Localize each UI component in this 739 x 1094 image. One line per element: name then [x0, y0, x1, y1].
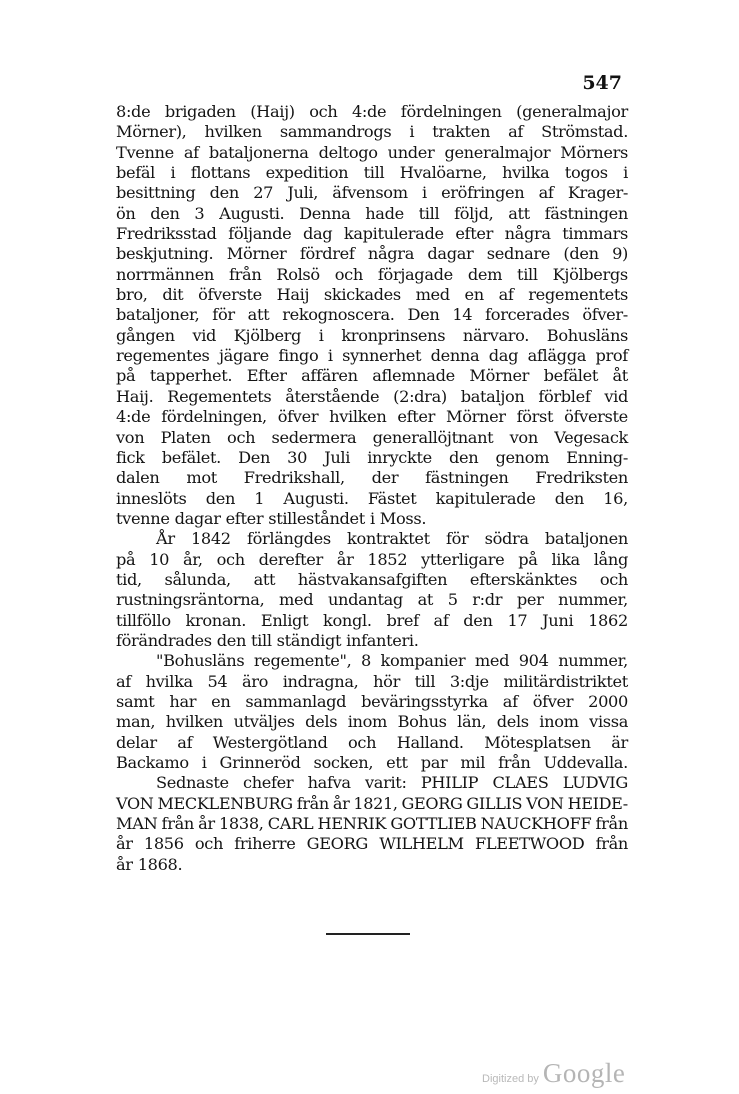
watermark-prefix: Digitized by — [482, 1073, 539, 1085]
text-line: år 1868. — [116, 854, 183, 874]
text-line: gången vid Kjölberg i kronprinsens närvaro. Bohusläns — [116, 325, 628, 345]
text-line: tvenne dagar efter stilleståndet i Moss. — [116, 508, 427, 528]
text-line: år 1856 och friherre GEORG WILHELM FLEETWOOD från — [116, 834, 628, 854]
text-line: 4:de fördelningen, öfver hvilken efter Mörner först öfverste — [116, 407, 628, 427]
text-line: af hvilka 54 äro indragna, hör till 3:dje militärdistriktet — [116, 671, 628, 691]
body-text — [116, 102, 628, 875]
text-line: MAN från år 1838, CARL HENRIK GOTTLIEB NAUCKHOFF från — [116, 814, 628, 834]
text-line: samt har en sammanlagd beväringsstyrka af öfver 2000 — [116, 691, 628, 711]
text-line: besittning den 27 Juli, äfvensom i eröfringen af Krager- — [116, 183, 628, 203]
text-line: ön den 3 Augusti. Denna hade till följd, att fästningen — [116, 203, 628, 223]
text-line: dalen mot Fredrikshall, der fästningen Fredriksten — [116, 468, 628, 488]
text-line: Sednaste chefer hafva varit: PHILIP CLAES LUDVIG — [156, 773, 628, 793]
text-line: fick befälet. Den 30 Juli inryckte den genom Enning- — [116, 447, 628, 467]
text-line: befäl i flottans expedition till Hvalöarne, hvilka togos i — [116, 163, 628, 183]
text-line: Mörner), hvilken sammandrogs i trakten af Strömstad. — [116, 122, 628, 142]
text-line: VON MECKLENBURG från år 1821, GEORG GILLIS VON HEIDE- — [116, 793, 628, 813]
text-line: regementes jägare fingo i synnerhet denna dag aflägga prof — [116, 346, 628, 366]
text-line: förändrades den till ständigt infanteri. — [116, 630, 419, 650]
text-line: norrmännen från Rolsö och förjagade dem till Kjölbergs — [116, 264, 628, 284]
text-line: Tvenne af bataljonerna deltogo under generalmajor Mörners — [116, 142, 628, 162]
text-line: beskjutning. Mörner fördref några dagar sednare (den 9) — [116, 244, 628, 264]
text-line: År 1842 förlängdes kontraktet för södra bataljonen — [156, 529, 628, 549]
text-line: delar af Westergötland och Halland. Mötesplatsen är — [116, 732, 628, 752]
text-line: inneslöts den 1 Augusti. Fästet kapitulerade den 16, — [116, 488, 628, 508]
text-line: 8:de brigaden (Haij) och 4:de fördelningen (generalmajor — [116, 102, 628, 121]
text-line: "Bohusläns regemente", 8 kompanier med 904 nummer, — [156, 651, 628, 671]
page-number: 547 — [582, 72, 622, 94]
text-line: på tapperhet. Efter affären aflemnade Mörner befälet åt — [116, 366, 628, 386]
digitized-watermark — [482, 1058, 625, 1089]
text-line: man, hvilken utväljes dels inom Bohus län, dels inom vissa — [116, 712, 628, 732]
section-divider — [326, 933, 410, 935]
text-line: Backamo i Grinneröd socken, ett par mil från Uddevalla. — [116, 753, 628, 772]
text-line: bro, dit öfverste Haij skickades med en af regementets — [116, 285, 628, 305]
text-line: tid, sålunda, att hästvakansafgiften efterskänktes och — [116, 569, 628, 589]
text-line: på 10 år, och derefter år 1852 ytterligare på lika lång — [116, 549, 628, 569]
text-line: von Platen och sedermera generallöjtnant von Vegesack — [116, 427, 628, 447]
google-logo: Google — [542, 1058, 626, 1088]
text-line: tillföllo kronan. Enligt kongl. bref af den 17 Juni 1862 — [116, 610, 628, 630]
text-line: Fredriksstad följande dag kapitulerade efter några timmars — [116, 224, 628, 244]
text-line: bataljoner, för att rekognoscera. Den 14 forcerades öfver- — [116, 305, 628, 325]
text-line: rustningsräntorna, med undantag at 5 r:dr per nummer, — [116, 590, 628, 610]
text-line: Haij. Regementets återstående (2:dra) bataljon förblef vid — [116, 386, 628, 406]
